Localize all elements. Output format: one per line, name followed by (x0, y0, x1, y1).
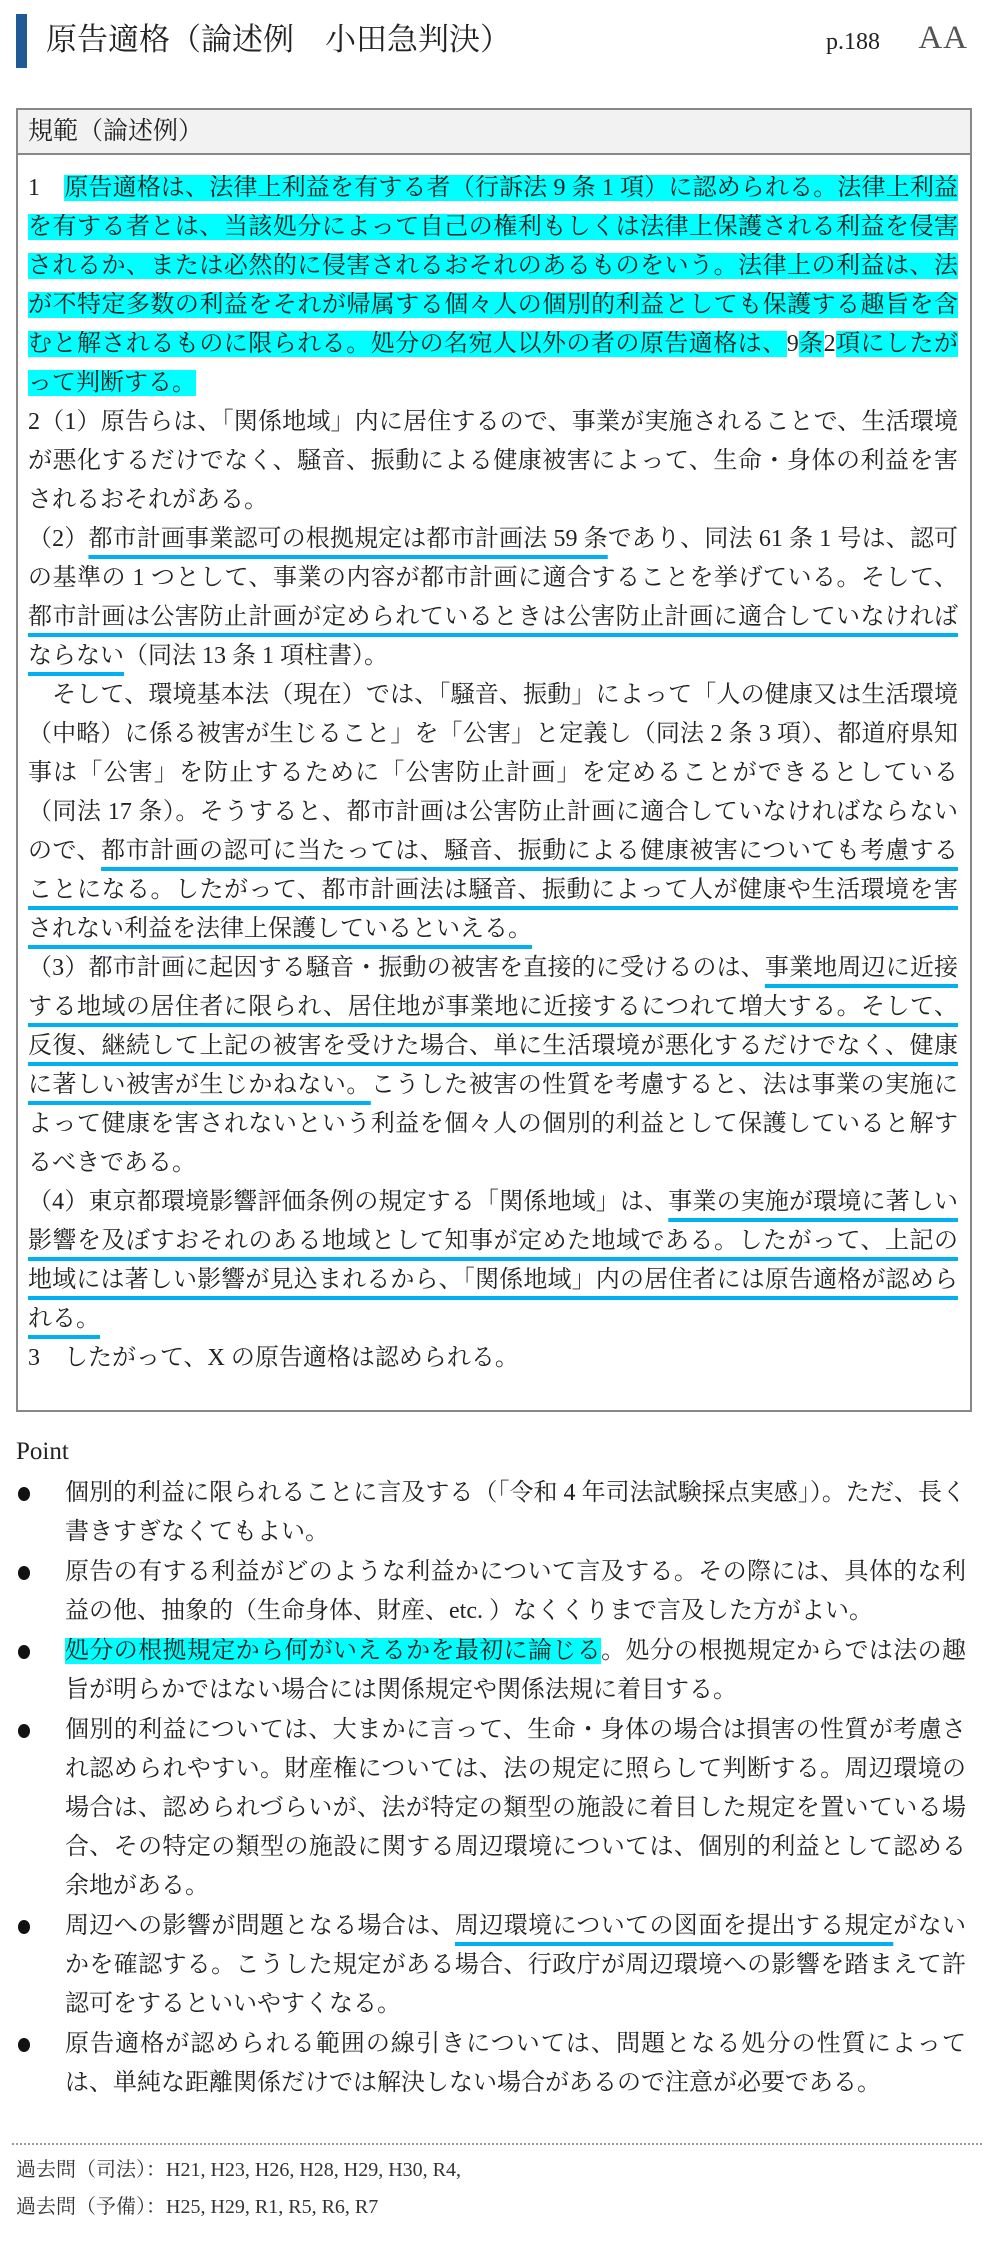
underlined-text: 都市計画の認可に当たっては、騒音、振動による健康被害についても考慮することになる。したがって、都市計画法は騒音、振動によって人が健康や生活環境を害されない利益を法律上保護しているといえる。 (28, 838, 958, 942)
text-segment: 個別的利益に限られることに言及する（「令和 4 年司法試験採点実感」）。ただ、長く書きすぎなくてもよい。 (65, 1480, 966, 1545)
underlined-text: 都市計画事業認可の根拠規定は都市計画法 59 条 (88, 526, 608, 552)
norm-paragraph (28, 403, 958, 520)
highlighted-text: 処分の根拠規定から何がいえるかを最初に論じる (65, 1638, 602, 1664)
norm-paragraph (28, 949, 958, 1183)
rank-badge: AA (918, 20, 968, 56)
text-segment: こうした被害の性質を考慮すると、法は事業の実施によって健康を害されないという利益を個々人の個別的利益として保護していると解するべきである。 (28, 1072, 958, 1176)
bullet-icon (18, 1920, 30, 1934)
underlined-text: 事業地周辺に近接する地域の居住者に限られ、居住地が事業地に近接するにつれて増大する。そして、反復、継続して上記の被害を受けた場合、単に生活環境が悪化するだけでなく、健康に著しい被害が生じかねない。 (28, 955, 959, 1098)
text-segment: （4）東京都環境影響評価条例の規定する「関係地域」は、 (28, 1189, 669, 1215)
text-segment: がないかを確認する。こうした規定がある場合、行政庁が周辺環境への影響を踏まえて許認可をするといいやすくなる。 (65, 1913, 967, 2017)
text-segment: 1 (28, 175, 65, 201)
norm-paragraph (28, 676, 958, 949)
text-segment: 。処分の根拠規定からでは法の趣旨が明らかではない場合には関係規定や関係法規に着目する。 (65, 1638, 966, 1703)
dotted-divider (12, 2143, 982, 2145)
bullet-icon (18, 1645, 30, 1659)
text-segment: （3）都市計画に起因する騒音・振動の被害を直接的に受けるのは、 (28, 955, 765, 981)
page-title: 原告適格（論述例 小田急判決） (46, 22, 511, 57)
point-list (16, 1474, 966, 2104)
text-segment: 原告適格が認められる範囲の線引きについては、問題となる処分の性質によっては、単純な距離関係だけでは解決しない場合があるので注意が必要である。 (65, 2031, 966, 2096)
page-reference: p.188 (826, 29, 880, 55)
highlighted-text: 項にしたがって判断する。 (28, 331, 959, 396)
point-item (16, 1474, 966, 1552)
highlighted-text: 原告適格は、法律上利益を有する者（行訴法 9 条 1 項）に認められる。法律上利益を有する者とは、当該処分によって自己の権利もしくは法律上保護される利益を侵害されるか、または必然的に侵害されるおそれのあるものをいう。法律上の利益は、法が不特定多数の利益をそれが帰属する個々人の個別的利益としても保護する趣旨を含むと解されるものに限られる。処分の名宛人以外の者の原告適格は、 (28, 175, 959, 357)
point-item (16, 1907, 966, 2024)
text-segment: （同法 13 条 1 項柱書）。 (124, 643, 388, 669)
underlined-text: 事業の実施が環境に著しい影響を及ぼすおそれのある地域として知事が定めた地域である。したがって、上記の地域には著しい影響が見込まれるから、「関係地域」内の居住者には原告適格が認められる。 (28, 1189, 959, 1332)
bullet-icon (18, 2038, 30, 2052)
text-segment: 3 したがって、X の原告適格は認められる。 (28, 1345, 519, 1371)
point-heading: Point (16, 1438, 69, 1465)
text-segment: 2 (823, 331, 836, 357)
text-segment: （2） (28, 526, 89, 552)
norm-paragraph (28, 520, 958, 676)
underlined-text: 都市計画は公害防止計画が定められているときは公害防止計画に適合していなければならない (28, 604, 958, 669)
norm-paragraph (28, 1339, 958, 1378)
norm-box-body (18, 155, 970, 1378)
text-segment: そして、環境基本法（現在）では、「騒音、振動」によって「人の健康又は生活環境（中略）に係る被害が生じること」を「公害」と定義し（同法 2 条 3 項）、都道府県知事は「公害」を防止するために「公害防止計画」を定めることができるとしている（同法 17 条）。そうすると、都市計画は公害防止計画に適合していなければならないので、 (28, 682, 958, 864)
text-segment: 個別的利益については、大まかに言って、生命・身体の場合は損害の性質が考慮され認められやすい。財産権については、法の規定に照らして判断する。周辺環境の場合は、認められづらいが、法が特定の類型の施設に着目した規定を置いている場合、その特定の類型の施設に関する周辺環境については、個別的利益として認める余地がある。 (65, 1717, 966, 1899)
text-segment: 2（1）原告らは、「関係地域」内に居住するので、事業が実施されることで、生活環境が悪化するだけでなく、騒音、振動による健康被害によって、生命・身体の利益を害されるおそれがある。 (28, 409, 958, 513)
text-segment: 原告の有する利益がどのような利益かについて言及する。その際には、具体的な利益の他、抽象的（生命身体、財産、etc. ）なくくりまで言及した方がよい。 (65, 1559, 966, 1624)
text-segment: 9 (786, 331, 799, 357)
underlined-text: 周辺環境についての図面を提出する規定 (455, 1913, 894, 1939)
point-item (16, 1632, 966, 1710)
point-item (16, 1711, 966, 1906)
past-exams-yobi: 過去問（予備）：H25, H29, R1, R5, R6, R7 (16, 2196, 379, 2218)
norm-box (16, 108, 972, 1412)
norm-paragraph (28, 169, 958, 403)
point-item (16, 1553, 966, 1631)
bullet-icon (18, 1487, 30, 1501)
bullet-icon (18, 1724, 30, 1738)
text-segment: 周辺への影響が問題となる場合は、 (65, 1913, 455, 1939)
past-exams-shiho: 過去問（司法）：H21, H23, H26, H28, H29, H30, R4, (16, 2159, 461, 2181)
title-accent-bar (16, 14, 27, 68)
norm-paragraph (28, 1183, 958, 1339)
norm-box-heading: 規範（論述例） (18, 110, 970, 155)
point-item (16, 2025, 966, 2103)
text-segment: であり、同法 61 条 1 号は、認可の基準の 1 つとして、事業の内容が都市計画に適合することを挙げている。そして、 (28, 526, 959, 591)
highlighted-text: 条 (798, 331, 824, 357)
bullet-icon (18, 1566, 30, 1580)
